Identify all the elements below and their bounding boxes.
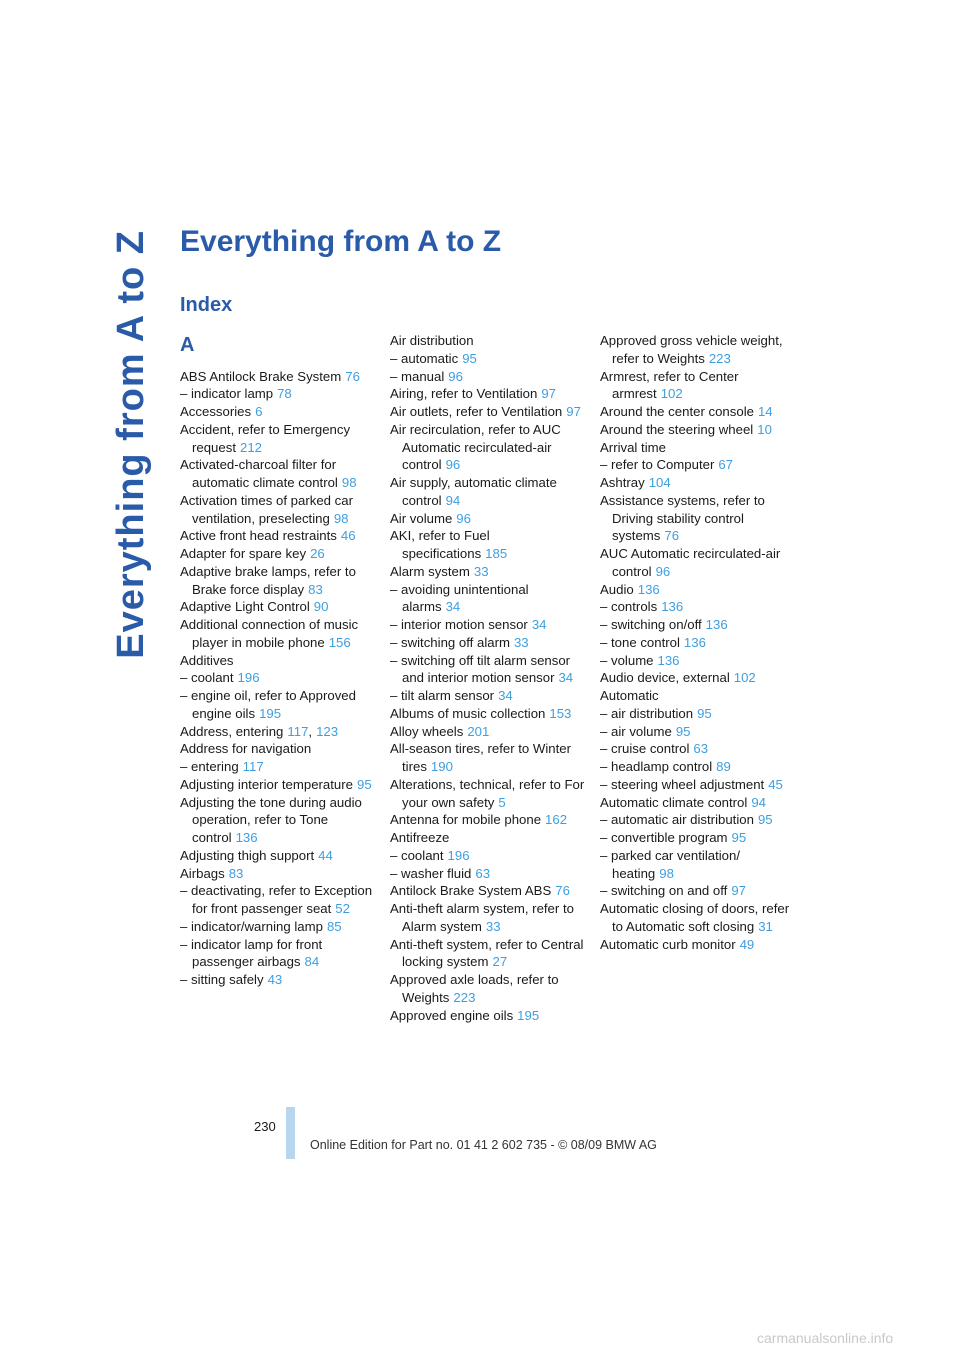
page-reference-link[interactable]: 195 [259,705,282,721]
page-reference-link[interactable]: 136 [637,581,660,597]
page-reference-link[interactable]: 83 [228,865,244,881]
index-entry [600,421,796,439]
index-entry [600,936,796,954]
index-entry [180,918,376,936]
index-entry [180,847,376,865]
index-entry-text: Airing, refer to Ventilation [390,386,538,402]
index-entry-text: Antifreeze [390,830,450,845]
index-entry [600,403,796,421]
index-entry-text: Accident, refer to Emergency request [180,421,351,455]
index-entry [600,474,796,492]
index-entry-text: Adjusting the tone during audio operation, refer to Tone control [180,794,362,845]
page-reference-link[interactable]: 223 [708,350,731,366]
page-reference-link[interactable]: 196 [237,670,260,686]
index-entry-text: Adjusting interior temperature [180,776,353,792]
index-entry [600,652,796,670]
index-entry [390,350,586,368]
index-entry-text: – headlamp control [600,759,713,774]
index-entry [600,882,796,900]
page-reference-link[interactable]: 223 [453,989,476,1005]
index-entry: Address, entering 117, 123 [180,723,339,739]
index-entry-text: Audio device, external [600,670,730,686]
index-entry [180,456,376,492]
index-entry [390,900,586,936]
page-reference-link[interactable]: 98 [341,475,357,490]
page-reference-link[interactable]: 123 [316,723,339,739]
index-entry-text: – parked car ventilation/ heating [600,847,741,881]
page-reference-link[interactable]: 89 [716,759,731,774]
index-entry-text: Approved gross vehicle weight, refer to Weights [600,333,783,366]
index-entry-text: – washer fluid [390,865,472,881]
index-entry [390,936,586,972]
index-entry-text: Arrival time [600,439,666,455]
index-entry-text: Anti-theft system, refer to Central locking system [390,936,584,970]
index-entry-text: AKI, refer to Fuel specifications [390,528,490,561]
index-entry-text: Air distribution [390,333,474,348]
page-reference-link[interactable]: 97 [566,404,581,419]
index-entry-text: – coolant [390,847,444,863]
index-entry [600,705,796,723]
index-entry [390,687,586,705]
page-reference-link[interactable]: 45 [768,776,783,792]
index-entry [600,669,796,687]
index-entry-text: – volume [600,652,654,668]
index-entry [600,900,796,936]
page-reference-link[interactable]: 96 [655,563,671,579]
index-entry-text: – indicator lamp [180,386,274,402]
page-reference-link[interactable]: 33 [485,918,501,934]
index-entry-text: Approved engine oils [390,1007,514,1023]
index-entry [180,882,376,918]
page-reference-link[interactable]: 49 [739,936,755,952]
index-entry-text: – automatic [390,350,459,366]
page-reference-link[interactable]: 195 [517,1007,540,1023]
page-reference-link[interactable]: 153 [549,705,572,721]
index-entry-text: Airbags [180,865,225,881]
index-column-3 [600,332,796,953]
index-entry-text: – steering wheel adjustment [600,776,765,792]
page-reference-link[interactable]: 136 [683,634,706,650]
section-title: Index [180,294,233,316]
index-entry-text: – switching on and off [600,883,728,899]
page-reference-link[interactable]: 136 [657,652,680,668]
page-reference-link[interactable]: 76 [345,368,360,384]
index-entry-text: Activated-charcoal filter for automatic climate control [180,457,338,490]
page-reference-link[interactable]: 190 [430,759,453,774]
page-reference-link[interactable]: 95 [357,776,372,792]
index-entry-text: – refer to Computer [600,457,715,473]
index-entry [390,829,586,847]
index-entry-text: – air distribution [600,705,694,721]
index-entry-text: – controls [600,599,658,615]
index-entry [390,510,586,528]
index-entry [600,723,796,741]
page-reference-link[interactable]: 52 [335,901,350,916]
index-entry-text: Air supply, automatic climate control [390,475,557,508]
page-reference-link[interactable]: 136 [661,599,684,615]
index-entry-text: – tone control [600,634,680,650]
page-reference-link[interactable]: 10 [757,421,772,437]
page-reference-link[interactable]: 94 [445,492,461,508]
index-entry [180,368,376,386]
index-entry-text: – indicator lamp for front passenger airbags [180,936,323,970]
index-entry [180,936,376,972]
index-entry [600,687,796,705]
index-entry-text: – air volume [600,723,672,739]
index-entry [390,563,586,581]
page-reference-link[interactable]: 136 [235,830,258,845]
index-letter: A [180,334,195,356]
index-entry [390,385,586,403]
index-entry [180,652,376,670]
index-entry [180,616,376,652]
index-entry-text: – manual [390,368,445,384]
page-reference-link[interactable]: 14 [757,404,773,419]
index-entry-text: Address for navigation [180,741,312,757]
index-entry [390,811,586,829]
page-reference-link[interactable]: 34 [498,688,513,703]
index-entry-text: Alloy wheels [390,723,464,739]
index-entry-text: Automatic curb monitor [600,936,736,952]
page-reference-link[interactable]: 76 [664,528,680,544]
index-entry [390,705,586,723]
index-entry [390,740,586,776]
page-reference-link[interactable]: 102 [660,386,683,402]
index-entry-text: Adaptive brake lamps, refer to Brake force display [180,563,356,597]
index-entry-text: – switching off alarm [390,634,510,650]
index-entry-text: Automatic climate control [600,794,748,810]
index-entry-text: Active front head restraints [180,528,337,544]
page-reference-link[interactable]: 63 [693,741,709,757]
index-entry [600,492,796,545]
index-entry-text: Activation times of parked car ventilation, preselecting [180,492,353,526]
page-reference-link[interactable]: 34 [531,617,547,632]
index-entry [600,581,796,599]
index-entry [390,581,586,617]
index-entry-text: – switching on/off [600,617,702,632]
index-entry [390,652,586,688]
index-entry-text: Air outlets, refer to Ventilation [390,404,563,419]
index-entry-text: Approved axle loads, refer to Weights [390,972,559,1005]
footer-bar [286,1107,295,1159]
index-entry [180,421,376,457]
index-entry-text: – avoiding unintentional alarms [390,581,529,615]
index-column-2 [390,332,586,1024]
index-entry-text: Automatic [600,688,659,703]
page-reference-link[interactable]: 84 [304,954,320,970]
index-entry [600,776,796,794]
page-reference-link[interactable]: 96 [456,510,471,526]
index-entry [390,1007,586,1025]
index-entry [180,687,376,723]
page-reference-link[interactable]: 95 [697,705,712,721]
index-entry-text: – entering [180,759,239,774]
page-reference-link[interactable]: 136 [705,617,728,632]
page-reference-link[interactable]: 44 [318,847,333,863]
page-reference-link[interactable]: 27 [492,954,508,970]
index-entry-text: Albums of music collection [390,705,546,721]
index-entry-text: – convertible program [600,830,728,845]
index-entry-text: Assistance systems, refer to Driving stability control systems [600,492,765,544]
index-entry-text: All-season tires, refer to Winter tires [390,741,572,774]
footer-text: Online Edition for Part no. 01 41 2 602 735 - © 08/09 BMW AG [310,1138,657,1152]
index-entry [600,794,796,812]
index-entry [180,740,376,758]
page-reference-link[interactable]: 102 [733,670,756,686]
index-entry [180,545,376,563]
page-reference-link[interactable]: 95 [462,350,477,366]
page-reference-link[interactable]: 117 [287,723,309,739]
page-reference-link[interactable]: 95 [757,812,773,828]
index-entry [180,758,376,776]
page-reference-link[interactable]: 90 [313,599,329,615]
page-reference-link[interactable]: 31 [758,918,773,934]
page-reference-link[interactable]: 196 [447,847,470,863]
index-entry-text: – engine oil, refer to Approved engine oils [180,688,356,721]
page-reference-link[interactable]: 212 [240,439,263,455]
index-entry-text: – automatic air distribution [600,812,754,828]
page-reference-link[interactable]: 97 [731,883,746,899]
index-entry [180,527,376,545]
index-entry [600,847,796,883]
index-entry-text: Antilock Brake System ABS [390,883,552,899]
page-reference-link[interactable]: 63 [475,865,491,881]
page-reference-link[interactable]: 97 [541,386,557,402]
index-column-1 [180,332,376,989]
index-entry [390,527,586,563]
page-reference-link[interactable]: 26 [310,546,325,561]
index-entry [390,723,586,741]
index-entry-text: Air recirculation, refer to AUC Automatic recirculated-air control [390,421,561,473]
index-entry-text: Antenna for mobile phone [390,812,542,828]
index-entry-text: Around the center console [600,404,754,419]
index-entry [600,634,796,652]
index-entry-text: Additional connection of music player in mobile phone [180,617,359,650]
watermark: carmanualsonline.info [757,1330,894,1346]
index-entry [600,545,796,581]
index-entry-text: – sitting safely [180,972,264,987]
index-entry [600,829,796,847]
index-entry [180,492,376,528]
page-reference-link[interactable]: 96 [445,457,461,473]
index-entry [600,598,796,616]
index-entry [180,385,376,403]
index-entry-text: Address, entering [180,723,284,739]
index-entry-text: Additives [180,652,234,668]
page-reference-link[interactable]: 76 [555,883,570,899]
index-entry [180,971,376,989]
index-entry [600,758,796,776]
index-entry-text: Adjusting thigh support [180,847,315,863]
index-entry [600,616,796,634]
index-entry-text: Adapter for spare key [180,546,307,561]
page-reference-link[interactable]: 98 [659,865,674,881]
page-reference-link[interactable]: 156 [328,634,351,650]
index-entry [180,776,376,794]
index-entry-text: – tilt alarm sensor [390,688,495,703]
index-entry-text: Anti-theft alarm system, refer to Alarm system [390,901,574,934]
index-entry-text: – interior motion sensor [390,617,528,632]
page-reference-link[interactable]: 34 [558,670,574,686]
page-reference-link[interactable]: 95 [675,723,691,739]
index-entry-text: AUC Automatic recirculated-air control [600,546,781,579]
index-entry [390,971,586,1007]
index-entry [390,847,586,865]
page-reference-link[interactable]: 34 [445,599,461,615]
page-reference-link[interactable]: 117 [242,759,264,774]
index-entry-text: Adaptive Light Control [180,599,310,615]
index-entry-text: – indicator/warning lamp [180,918,323,934]
page-reference-link[interactable]: 6 [255,404,263,419]
index-entry-text: Ashtray [600,475,645,490]
page-title: Everything from A to Z [180,225,502,258]
index-entry-text: – cruise control [600,741,690,757]
index-entry-text: Armrest, refer to Center armrest [600,368,739,402]
index-entry-text: Audio [600,581,634,597]
page-reference-link[interactable]: 104 [648,475,671,490]
page-reference-link[interactable]: 5 [498,794,506,810]
index-entry [390,865,586,883]
index-entry-text: Around the steering wheel [600,421,754,437]
page-reference-link[interactable]: 33 [513,634,529,650]
page-reference-link[interactable]: 201 [467,723,490,739]
index-entry [390,634,586,652]
index-entry [180,598,376,616]
index-entry [600,439,796,457]
index-entry-text: ABS Antilock Brake System [180,368,342,384]
index-entry [390,421,586,474]
index-entry [600,456,796,474]
page-reference-link[interactable]: 43 [267,972,283,987]
index-entry [390,616,586,634]
page-reference-link[interactable]: 78 [277,386,292,402]
page-reference-link[interactable]: 95 [731,830,747,845]
index-entry [180,563,376,599]
index-entry [600,332,796,368]
index-entry-text: Automatic closing of doors, refer to Automatic soft closing [600,901,790,934]
page-reference-link[interactable]: 98 [333,510,349,526]
page-reference-link[interactable]: 96 [448,368,463,384]
index-entry [390,332,586,350]
index-entry [390,403,586,421]
index-entry [390,882,586,900]
page-reference-link[interactable]: 83 [308,581,323,597]
side-tab-title: Everything from A to Z [110,230,152,659]
index-entry-text: Alarm system [390,563,470,579]
index-entry-text: – switching off tilt alarm sensor and interior motion sensor [390,652,571,686]
index-entry-text: Alterations, technical, refer to For your own safety [390,776,585,810]
index-entry [390,776,586,812]
index-entry [600,740,796,758]
index-entry [180,794,376,847]
page-reference-link[interactable]: 85 [326,918,342,934]
index-entry [600,811,796,829]
index-entry-text: – deactivating, refer to Exception for front passenger seat [180,883,373,916]
index-entry [180,865,376,883]
page-reference-link[interactable]: 33 [473,563,489,579]
page-reference-link[interactable]: 162 [545,812,568,828]
page-reference-link[interactable]: 185 [485,546,508,561]
page-reference-link[interactable]: 46 [340,528,356,544]
index-entry-text: – coolant [180,670,234,686]
index-entry [180,669,376,687]
index-entry-text: Accessories [180,404,252,419]
index-entry [390,368,586,386]
index-entry [600,368,796,404]
page-number: 230 [254,1119,276,1134]
index-entry [390,474,586,510]
index-entry-text: Air volume [390,510,453,526]
index-entry [180,403,376,421]
page-reference-link[interactable]: 67 [718,457,734,473]
page-reference-link[interactable]: 94 [751,794,766,810]
